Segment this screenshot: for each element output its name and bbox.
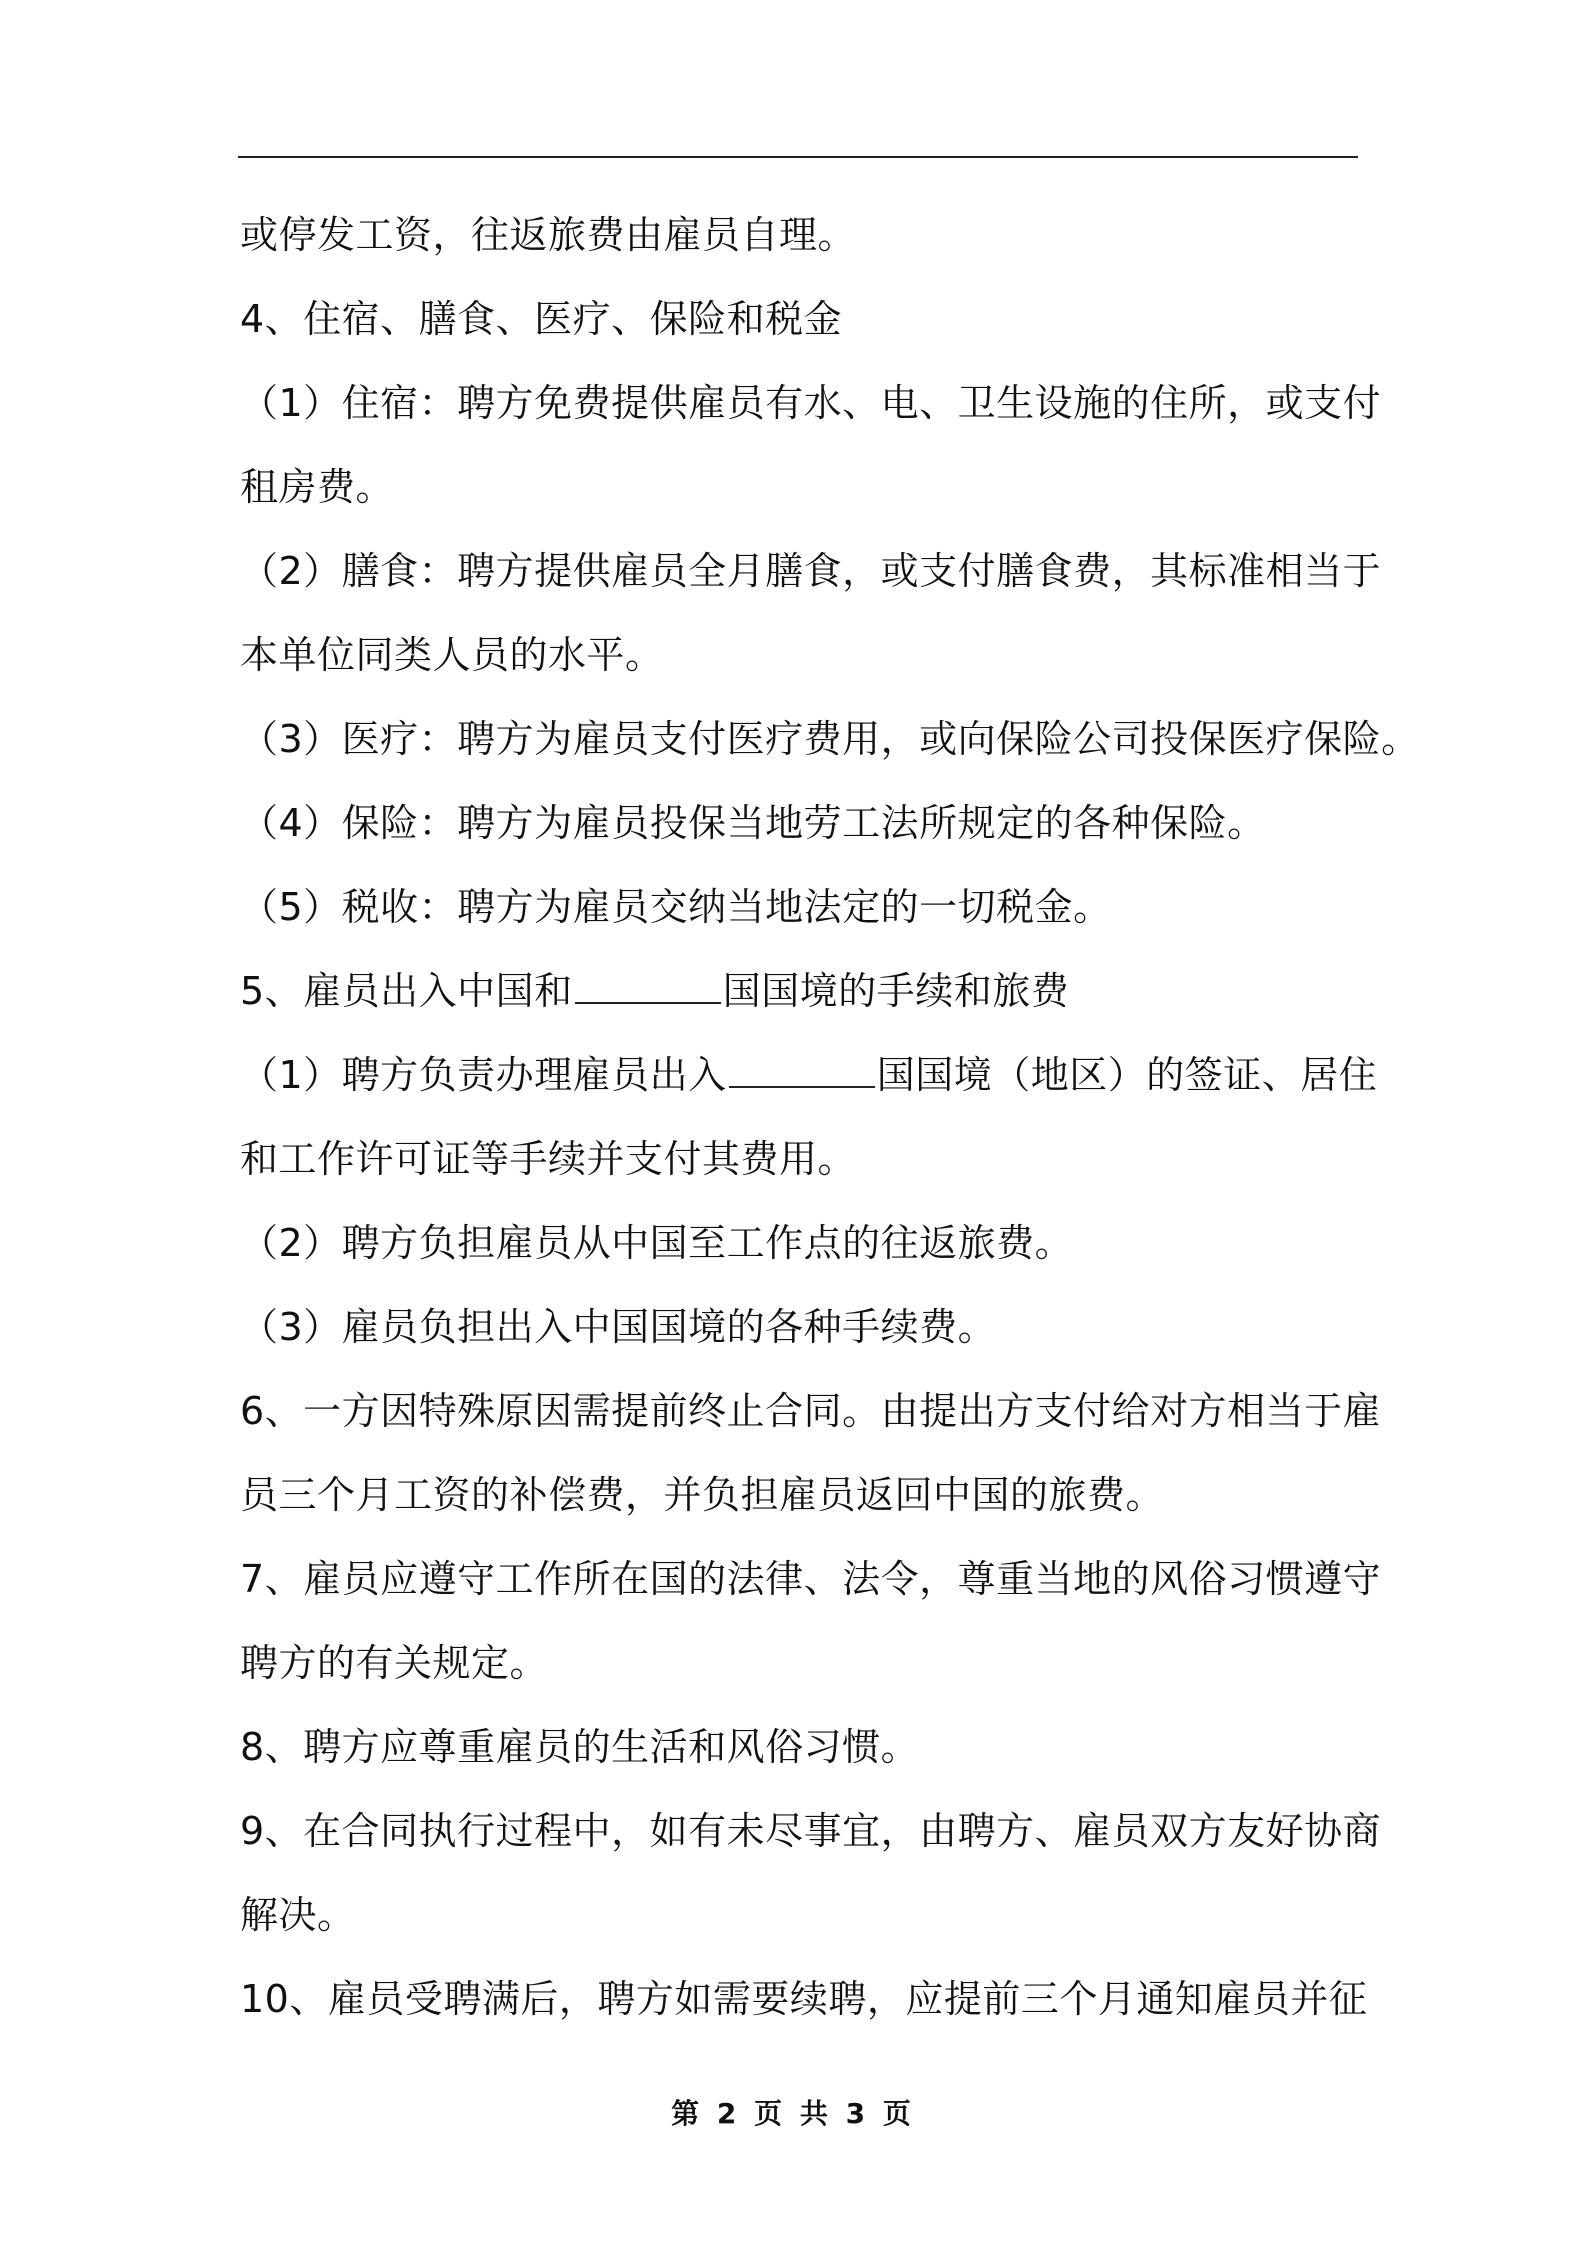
paragraph-line: （5）税收：聘方为雇员交纳当地法定的一切税金。 <box>240 885 1112 929</box>
section-heading-10: 10、雇员受聘满后，聘方如需要续聘，应提前三个月通知雇员并征 <box>240 1977 1368 2021</box>
fill-in-blank <box>729 1050 875 1088</box>
paragraph-line: （2）膳食：聘方提供雇员全月膳食，或支付膳食费，其标准相当于 <box>240 549 1382 593</box>
heading-text-part: 国国境的手续和旅费 <box>722 969 1070 1013</box>
paragraph-line: 和工作许可证等手续并支付其费用。 <box>240 1137 857 1181</box>
section-heading-5 <box>240 966 1360 1016</box>
paragraph-line: 租房费。 <box>240 465 395 509</box>
section-heading-7: 7、雇员应遵守工作所在国的法律、法令，尊重当地的风俗习惯遵守 <box>240 1557 1382 1601</box>
paragraph-line: （3）医疗：聘方为雇员支付医疗费用，或向保险公司投保医疗保险。 <box>240 717 1420 761</box>
paragraph-line: 员三个月工资的补偿费，并负担雇员返回中国的旅费。 <box>240 1473 1165 1517</box>
page-number-footer: 第 2 页 共 3 页 <box>671 2097 915 2130</box>
fill-in-blank <box>575 966 721 1004</box>
section-heading-6: 6、一方因特殊原因需提前终止合同。由提出方支付给对方相当于雇 <box>240 1389 1382 1433</box>
paragraph-line: （2）聘方负担雇员从中国至工作点的往返旅费。 <box>240 1221 1074 1265</box>
heading-text-part: 5、雇员出入中国和 <box>240 969 573 1013</box>
text-part: 国国境（地区）的签证、居住 <box>876 1053 1378 1097</box>
paragraph-line: 聘方的有关规定。 <box>240 1641 549 1685</box>
section-heading-4: 4、住宿、膳食、医疗、保险和税金 <box>240 297 843 341</box>
paragraph-line: 解决。 <box>240 1893 356 1937</box>
paragraph-line <box>240 1050 1378 1100</box>
paragraph-line: （1）住宿：聘方免费提供雇员有水、电、卫生设施的住所，或支付 <box>240 381 1382 425</box>
text-part: （1）聘方负责办理雇员出入 <box>240 1053 727 1097</box>
paragraph-line: （3）雇员负担出入中国国境的各种手续费。 <box>240 1305 997 1349</box>
paragraph-line: 本单位同类人员的水平。 <box>240 633 664 677</box>
section-heading-8: 8、聘方应尊重雇员的生活和风俗习惯。 <box>240 1725 920 1769</box>
section-heading-9: 9、在合同执行过程中，如有未尽事宜，由聘方、雇员双方友好协商 <box>240 1809 1382 1853</box>
header-divider <box>238 156 1358 158</box>
paragraph-line: （4）保险：聘方为雇员投保当地劳工法所规定的各种保险。 <box>240 801 1266 845</box>
paragraph-line: 或停发工资，往返旅费由雇员自理。 <box>240 213 857 257</box>
